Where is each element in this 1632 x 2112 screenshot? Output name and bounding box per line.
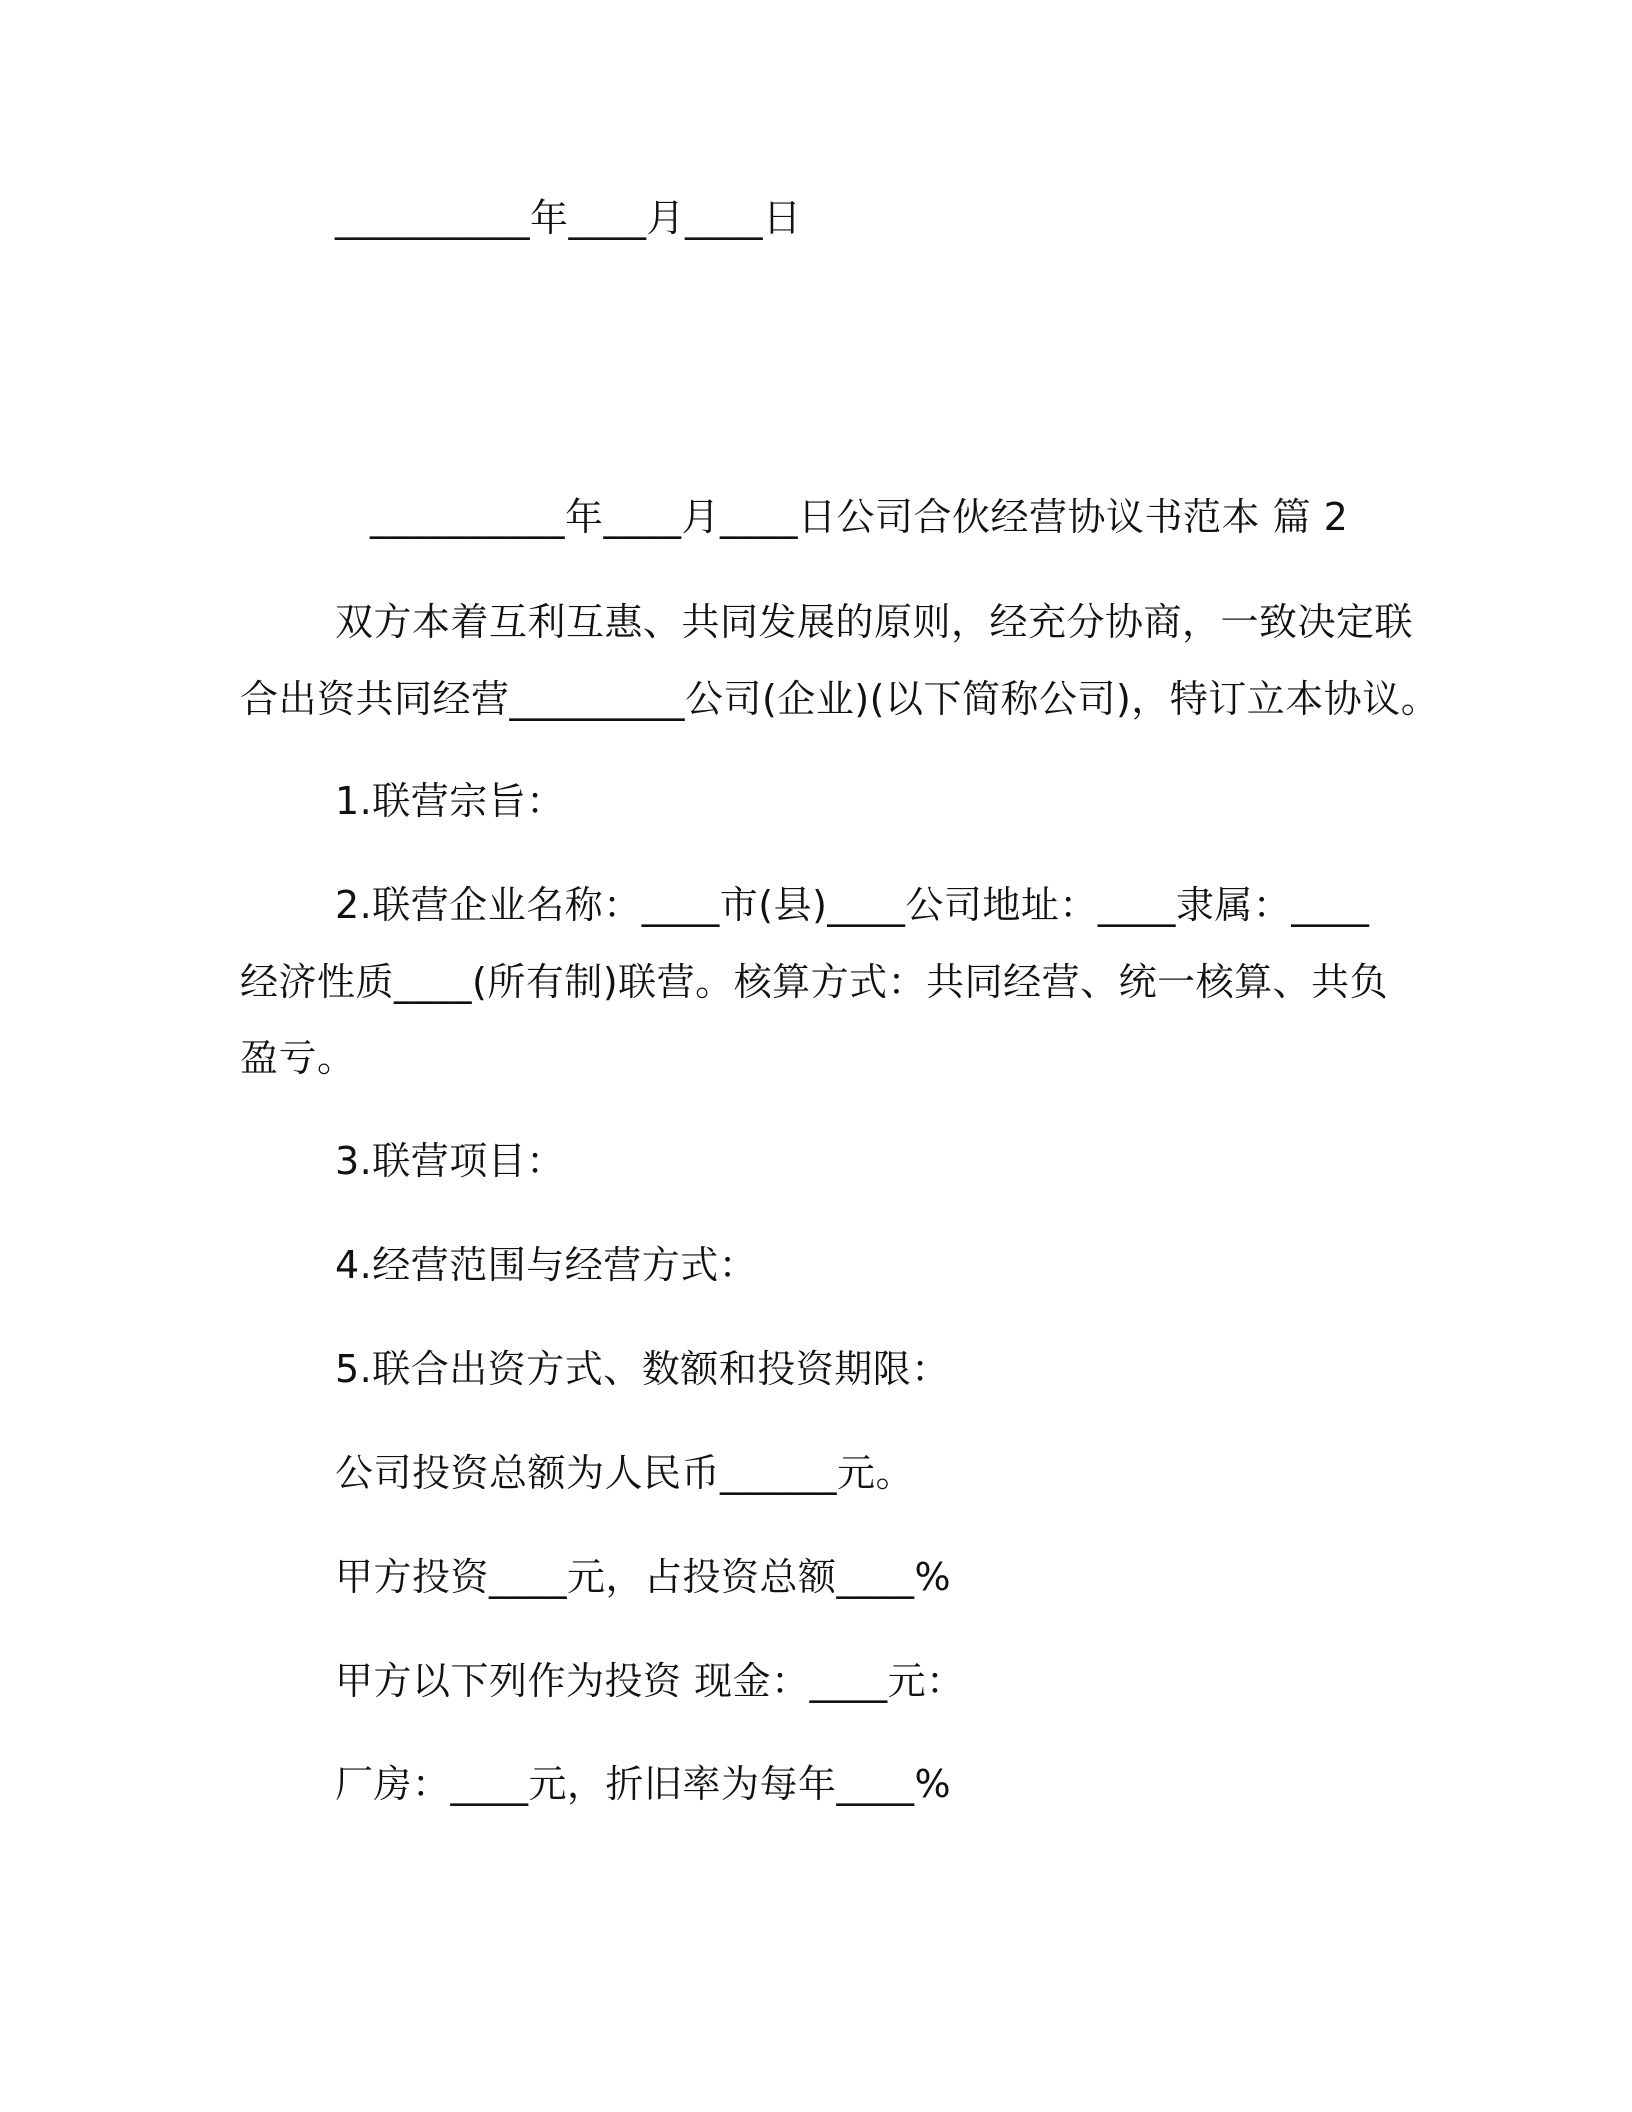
clause-2-line-2: 经济性质____(所有制)联营。核算方式：共同经营、统一核算、共负 — [240, 960, 1389, 1004]
document-heading: __________年____月____日公司合伙经营协议书范本 篇 2 — [370, 495, 1349, 539]
clause-2-line-3: 盈亏。 — [240, 1036, 356, 1080]
clause-5-investment: 5.联合出资方式、数额和投资期限： — [335, 1347, 950, 1391]
clause-2-line-1: 2.联营企业名称：____市(县)____公司地址：____隶属：____ — [335, 883, 1370, 927]
intro-paragraph-line-1: 双方本着互利互惠、共同发展的原则，经充分协商，一致决定联 — [335, 600, 1414, 644]
clause-3-project: 3.联营项目： — [335, 1139, 565, 1183]
clause-4-scope: 4.经营范围与经营方式： — [335, 1243, 758, 1287]
clause-1-purpose: 1.联营宗旨： — [335, 779, 565, 823]
party-a-items-line: 甲方以下列作为投资 现金：____元： — [335, 1659, 965, 1703]
date-line: __________年____月____日 — [335, 196, 802, 240]
total-investment-line: 公司投资总额为人民币______元。 — [335, 1451, 915, 1495]
intro-paragraph-line-2: 合出资共同经营_________公司(企业)(以下简称公司)，特订立本协议。 — [240, 677, 1440, 721]
factory-line: 厂房：____元，折旧率为每年____% — [335, 1762, 952, 1806]
party-a-investment-line: 甲方投资____元，占投资总额____% — [335, 1555, 952, 1599]
